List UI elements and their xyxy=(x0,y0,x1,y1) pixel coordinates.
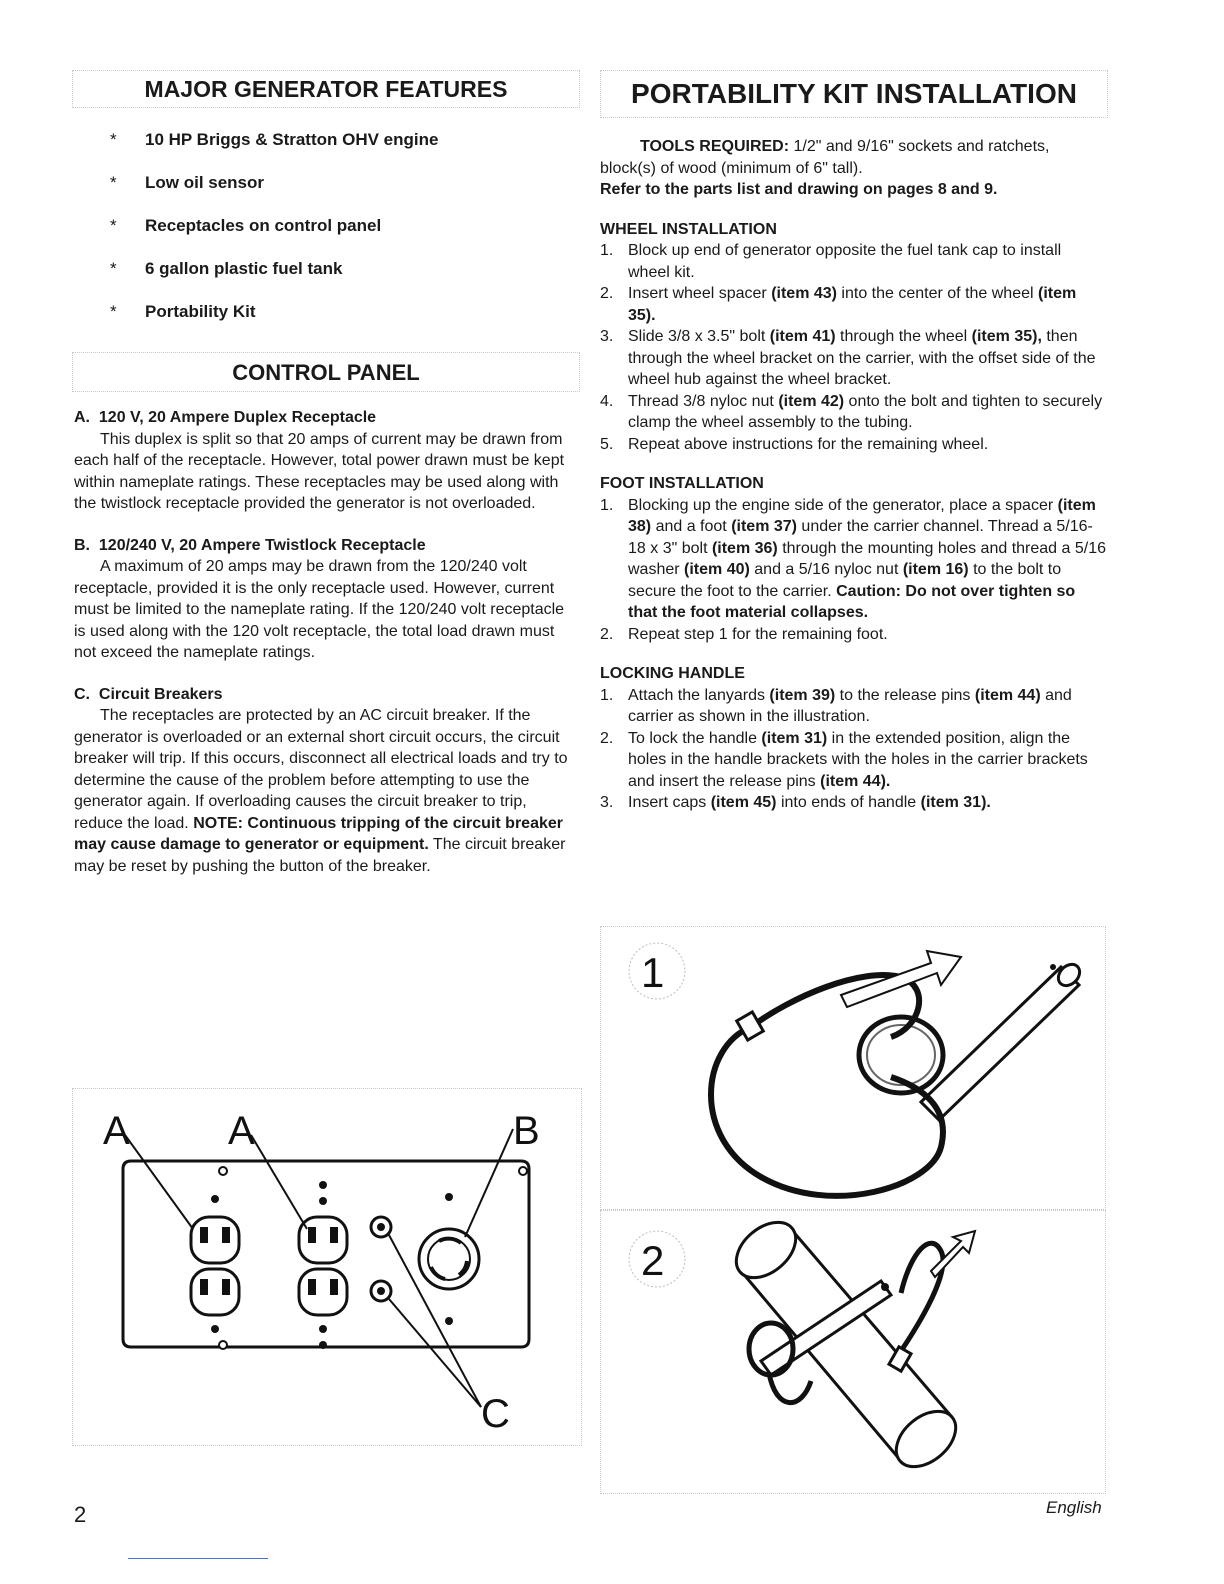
feature-item: * Receptacles on control panel xyxy=(110,216,382,235)
locking-steps xyxy=(600,685,1106,814)
screw xyxy=(219,1341,227,1349)
item-c-note: NOTE: Continuous tripping of the circuit breaker may cause damage to generator or equipment. xyxy=(74,814,563,853)
step-item: 4. Thread 3/8 nyloc nut (item 42) onto the bolt and tighten to securely clamp the wheel assembly to the tubing. xyxy=(600,392,1103,431)
step-item: 3. Slide 3/8 x 3.5" bolt (item 41) through the wheel (item 35), then through the wheel bracket on the carrier, with the offset side of the wheel hub against the wheel bracket. xyxy=(600,328,1096,388)
item-b-heading: B. 120/240 V, 20 Ampere Twistlock Receptacle xyxy=(74,536,426,554)
footer-rule xyxy=(128,1558,268,1559)
page-number: 2 xyxy=(74,1502,87,1527)
lanyard-figure-2 xyxy=(600,1210,1106,1494)
step-number: 2. xyxy=(600,625,614,643)
wheel-steps xyxy=(600,240,1106,455)
step-number: 2. xyxy=(600,729,614,747)
bullet: * xyxy=(110,216,117,235)
item-c-body: The receptacles are protected by an AC circuit breaker. If the generator is overloaded or an external short circuit occurs, the circuit breaker will trip. If this occurs, disconnect all electrical loads and try to determine the cause of the problem before attempting to use the generator again. If overloading causes the circuit breaker to trip, reduce the load. NOTE: Continuous tripping of the circuit breaker may cause damage to generator or equipment. The circuit breaker may be reset by pushing the button of the breaker. xyxy=(74,707,568,875)
step-number: 1. xyxy=(600,496,614,514)
step-item: 2. Repeat step 1 for the remaining foot. xyxy=(600,624,1106,646)
step-item: 1. Block up end of generator opposite the fuel tank cap to install wheel kit. xyxy=(600,242,1062,281)
wheel-installation-title: WHEEL INSTALLATION xyxy=(600,220,777,238)
step-number: 1. xyxy=(600,242,614,259)
direction-arrow xyxy=(931,1231,975,1277)
screw xyxy=(519,1167,527,1175)
release-pin xyxy=(921,960,1084,1120)
step-item: 2. To lock the handle (item 31) in the extended position, align the holes in the handle brackets with the holes in the carrier brackets and insert the release pins (item 44). xyxy=(600,729,1088,790)
lanyard-figure-1 xyxy=(600,926,1106,1210)
step-number: 3. xyxy=(600,328,614,345)
lanyard-cable xyxy=(769,1373,811,1403)
label-a1: A xyxy=(103,1109,130,1153)
step-item: 2. Insert wheel spacer (item 43) into the center of the wheel (item 35). xyxy=(600,285,1077,324)
handle-tube xyxy=(726,1211,966,1477)
screw xyxy=(219,1167,227,1175)
item-c-heading: C. Circuit Breakers xyxy=(74,685,223,703)
foot-installation-title: FOOT INSTALLATION xyxy=(600,475,764,492)
step-item: 3. Insert caps (item 45) into ends of handle (item 31). xyxy=(600,792,1106,814)
language-label: English xyxy=(1046,1498,1102,1517)
bullet: * xyxy=(110,259,117,278)
bullet: * xyxy=(110,130,117,149)
tools-label: TOOLS REQUIRED: xyxy=(640,138,790,155)
item-a-body: This duplex is split so that 20 amps of current may be drawn from each half of the receptacle. However, total power drawn must be kept within nameplate ratings. These receptacles may be used along with the twistlock receptacle provided the generator is not overloaded. xyxy=(74,430,565,512)
item-a-heading: A. 120 V, 20 Ampere Duplex Receptacle xyxy=(74,409,377,426)
step-number: 4. xyxy=(600,392,614,410)
step-number: 3. xyxy=(600,794,614,811)
control-panel-text xyxy=(74,407,580,877)
step-number: 1. xyxy=(600,686,614,704)
figure-1-number: 1 xyxy=(641,949,665,996)
label-b: B xyxy=(513,1109,540,1153)
portability-text xyxy=(600,136,1106,814)
control-panel-title: CONTROL PANEL xyxy=(72,352,580,392)
control-panel-figure xyxy=(72,1088,582,1446)
lanyard-cable xyxy=(711,1027,943,1196)
feature-item: * 10 HP Briggs & Stratton OHV engine xyxy=(110,130,439,149)
figure-2-number: 2 xyxy=(641,1237,665,1284)
step-item: 5. Repeat above instructions for the remaining wheel. xyxy=(600,434,1106,456)
bullet: * xyxy=(110,173,117,192)
step-item: 1. Blocking up the engine side of the generator, place a spacer (item 38) and a foot (item 37) under the carrier channel. Thread a 5/16-18 x 3" bolt (item 36) through the mounting holes and thread a 5/16 washer (item 40) and a 5/16 nyloc nut (item 16) to the bolt to secure the foot to the carrier. Caution: Do not over tighten so that the foot material collapses. xyxy=(600,496,1106,621)
features-title: MAJOR GENERATOR FEATURES xyxy=(72,70,580,108)
feature-item: * Low oil sensor xyxy=(110,173,265,192)
label-c: C xyxy=(481,1392,510,1436)
feature-item: * 6 gallon plastic fuel tank xyxy=(110,259,343,278)
step-item: 1. Attach the lanyards (item 39) to the release pins (item 44) and carrier as shown in the illustration. xyxy=(600,686,1072,725)
step-number: 2. xyxy=(600,285,614,302)
refer-note: Refer to the parts list and drawing on pages 8 and 9. xyxy=(600,181,998,198)
locking-handle-title: LOCKING HANDLE xyxy=(600,665,745,682)
tools-text: 1/2" and 9/16" sockets and ratchets, block(s) of wood (minimum of 6" tall). xyxy=(600,138,1050,177)
label-a2: A xyxy=(228,1109,255,1153)
bullet: * xyxy=(110,302,117,321)
item-b-body: A maximum of 20 amps may be drawn from the 120/240 volt receptacle, provided it is the only receptacle used. However, current must be limited to the nameplate rating. If the 120/240 volt receptacle is used along with the 120 volt receptacle, the total load drawn must not exceed the nameplate ratings. xyxy=(74,558,565,661)
step-number: 5. xyxy=(600,435,614,453)
feature-item: * Portability Kit xyxy=(110,302,256,321)
foot-steps xyxy=(600,495,1106,646)
control-panel-drawing xyxy=(73,1089,581,1445)
portability-title: PORTABILITY KIT INSTALLATION xyxy=(600,70,1108,118)
